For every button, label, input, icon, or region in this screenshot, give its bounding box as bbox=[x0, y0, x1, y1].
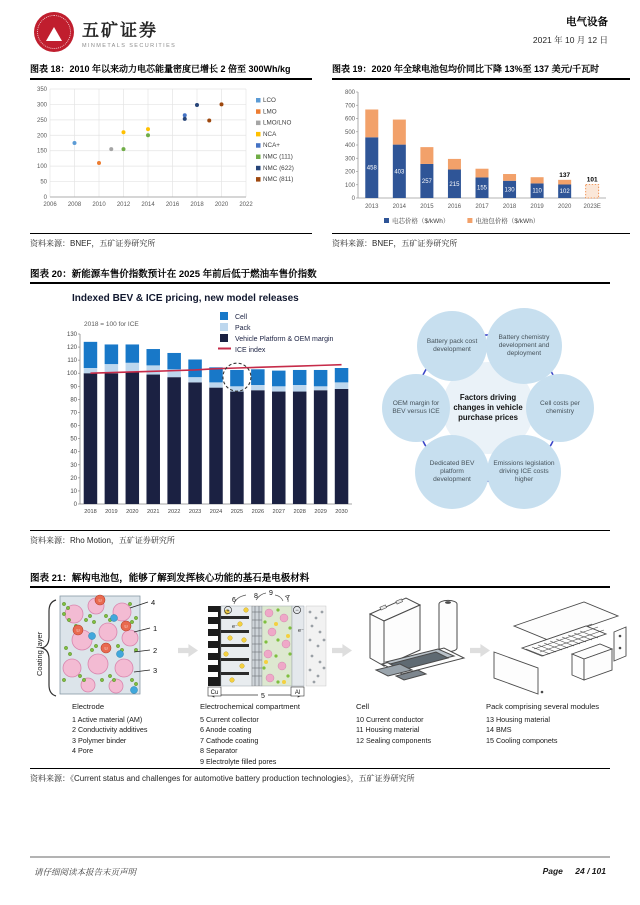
figure19-bottom-rule bbox=[332, 233, 630, 234]
svg-text:2018: 2018 bbox=[502, 204, 517, 210]
svg-text:200: 200 bbox=[344, 169, 355, 176]
svg-text:2018 = 100 for ICE: 2018 = 100 for ICE bbox=[84, 321, 139, 328]
svg-text:2013: 2013 bbox=[365, 204, 379, 210]
svg-text:2019: 2019 bbox=[530, 204, 544, 210]
svg-text:2018: 2018 bbox=[84, 509, 97, 515]
svg-text:300: 300 bbox=[36, 102, 47, 109]
svg-text:250: 250 bbox=[36, 117, 47, 124]
svg-text:150: 150 bbox=[36, 148, 47, 155]
svg-text:20: 20 bbox=[70, 475, 77, 482]
figure18-title: 图表 18：2010 年以来动力电芯能量密度已增长 2 倍至 300Wh/kg bbox=[30, 64, 291, 74]
svg-text:100: 100 bbox=[36, 164, 47, 171]
fig20-chart bbox=[58, 306, 360, 520]
svg-text:40: 40 bbox=[70, 449, 77, 456]
svg-text:2: 2 bbox=[153, 646, 158, 655]
svg-text:110: 110 bbox=[532, 188, 542, 195]
svg-text:NCA: NCA bbox=[263, 130, 277, 138]
report-date: 2021 年 10 月 12 日 bbox=[532, 35, 608, 45]
cell-illustration bbox=[356, 592, 472, 700]
svg-text:350: 350 bbox=[36, 87, 47, 93]
svg-text:50: 50 bbox=[70, 436, 77, 443]
stage-pack-labels bbox=[486, 702, 636, 746]
svg-text:1: 1 bbox=[153, 624, 158, 633]
svg-text:2021: 2021 bbox=[147, 509, 160, 515]
svg-text:101: 101 bbox=[586, 176, 598, 184]
minmetals-logo bbox=[34, 12, 176, 52]
cycle-node-emissions: Emissions legislation driving ICE costs higher bbox=[487, 435, 561, 509]
svg-text:120: 120 bbox=[66, 345, 77, 352]
stage-compartment-labels bbox=[200, 702, 350, 767]
svg-text:电池包价格（$/kWh）: 电池包价格（$/kWh） bbox=[475, 218, 540, 225]
stage-item: 2 Conductivity additives bbox=[72, 725, 148, 735]
stage-item: 13 Housing material bbox=[486, 715, 550, 724]
svg-text:5: 5 bbox=[261, 693, 265, 700]
svg-text:800: 800 bbox=[344, 90, 355, 96]
svg-text:50: 50 bbox=[40, 179, 47, 186]
electrode-illustration bbox=[34, 592, 176, 700]
svg-text:9: 9 bbox=[269, 590, 273, 597]
stage-label: Electrochemical compartment bbox=[200, 702, 301, 711]
svg-text:700: 700 bbox=[344, 103, 355, 110]
svg-text:Al: Al bbox=[294, 690, 301, 696]
svg-text:2023: 2023 bbox=[188, 509, 202, 515]
stage-item-list bbox=[72, 715, 180, 757]
footer-disclaimer: 请仔细阅读本报告末页声明 bbox=[34, 867, 137, 877]
cycle-center-node: Factors driving changes in vehicle purchase prices bbox=[442, 362, 534, 454]
svg-text:80: 80 bbox=[70, 397, 77, 404]
fig20-chart-title: Indexed BEV & ICE pricing, new model releases bbox=[72, 293, 299, 304]
electrochemical-compartment-illustration bbox=[200, 588, 328, 708]
svg-text:Li: Li bbox=[124, 623, 128, 629]
svg-text:NMC (811): NMC (811) bbox=[263, 176, 294, 184]
svg-text:2012: 2012 bbox=[116, 202, 131, 208]
figure21-source: 资料来源：《Current status and challenges for automotive battery production technologies》，五矿证券研究所 bbox=[30, 774, 415, 783]
stage-item: 8 Separator bbox=[200, 746, 238, 756]
svg-text:Li: Li bbox=[98, 597, 102, 603]
svg-text:100: 100 bbox=[344, 182, 355, 189]
footer-rule bbox=[30, 856, 610, 858]
figure19-title: 图表 19：2020 年全球电池包均价同比下降 13%至 137 美元/千瓦时 bbox=[332, 64, 600, 74]
figure18-bottom-rule bbox=[30, 233, 312, 234]
svg-text:2027: 2027 bbox=[272, 509, 285, 515]
svg-text:2006: 2006 bbox=[43, 202, 57, 208]
svg-text:2015: 2015 bbox=[420, 204, 434, 210]
stage-item: 11 Housing material bbox=[356, 725, 420, 735]
fig19-chart bbox=[332, 84, 630, 230]
svg-text:ICE index: ICE index bbox=[235, 347, 266, 354]
svg-text:Li: Li bbox=[104, 645, 108, 651]
svg-text:2008: 2008 bbox=[67, 202, 82, 208]
svg-text:102: 102 bbox=[559, 189, 570, 196]
svg-text:137: 137 bbox=[559, 171, 571, 179]
svg-text:2014: 2014 bbox=[141, 202, 155, 208]
figure18-title-rule bbox=[30, 78, 312, 80]
svg-text:2010: 2010 bbox=[92, 202, 106, 208]
stage-item: 5 Current collector bbox=[200, 715, 259, 724]
stage-item: 7 Cathode coating bbox=[200, 735, 259, 745]
stage-arrow-1-icon bbox=[178, 644, 198, 657]
svg-text:130: 130 bbox=[66, 332, 77, 338]
svg-text:+: + bbox=[226, 608, 230, 615]
factors-cycle-diagram bbox=[352, 296, 624, 520]
svg-text:−: − bbox=[295, 608, 299, 614]
stage-item: 9 Electrolyte filled pores bbox=[200, 756, 277, 766]
svg-text:8: 8 bbox=[254, 593, 258, 600]
stage-item: 6 Anode coating bbox=[200, 725, 252, 735]
svg-text:10: 10 bbox=[70, 488, 77, 495]
svg-text:Cu: Cu bbox=[210, 690, 219, 696]
stage-label: Electrode bbox=[72, 702, 105, 711]
stage-label: Pack comprising several modules bbox=[486, 702, 600, 711]
cycle-node-oem-margin: OEM margin for BEV versus ICE bbox=[382, 374, 450, 442]
cycle-node-battery-chemistry: Battery chemistry development and deployment bbox=[486, 308, 562, 384]
svg-text:403: 403 bbox=[394, 169, 405, 176]
fig18-chart bbox=[30, 84, 312, 230]
stage-item: 15 Cooling componets bbox=[486, 735, 558, 745]
svg-text:Vehicle Platform & OEM margin: Vehicle Platform & OEM margin bbox=[235, 336, 334, 343]
figure20-bottom-rule bbox=[30, 530, 610, 531]
svg-text:2017: 2017 bbox=[475, 204, 489, 210]
svg-text:Coating layer: Coating layer bbox=[35, 631, 44, 676]
svg-text:2022: 2022 bbox=[239, 202, 253, 208]
svg-text:2018: 2018 bbox=[190, 202, 204, 208]
svg-text:90: 90 bbox=[70, 384, 77, 391]
svg-text:2020: 2020 bbox=[214, 202, 229, 208]
svg-text:Cell: Cell bbox=[235, 314, 248, 321]
cycle-node-battery-pack-cost: Battery pack cost development bbox=[417, 311, 487, 381]
cycle-node-cell-costs: Cell costs per chemistry bbox=[526, 374, 594, 442]
svg-text:NMC (111): NMC (111) bbox=[263, 153, 293, 161]
svg-text:500: 500 bbox=[344, 129, 355, 136]
stage-item: 14 BMS bbox=[486, 725, 512, 735]
svg-text:110: 110 bbox=[67, 358, 77, 365]
stage-item-list bbox=[486, 715, 636, 746]
report-sector: 电气设备 bbox=[566, 16, 608, 28]
svg-text:NMC (622): NMC (622) bbox=[263, 164, 294, 172]
svg-text:2019: 2019 bbox=[105, 509, 118, 515]
svg-text:Li: Li bbox=[76, 627, 80, 633]
svg-text:2020: 2020 bbox=[557, 204, 572, 210]
figure20-source: 资料来源：Rho Motion，五矿证券研究所 bbox=[30, 536, 175, 545]
stage-arrow-2-icon bbox=[332, 644, 352, 657]
stage-item: 1 Active material (AM) bbox=[72, 715, 143, 724]
svg-text:30: 30 bbox=[70, 462, 77, 469]
svg-text:2014: 2014 bbox=[392, 204, 407, 210]
svg-text:70: 70 bbox=[70, 410, 77, 417]
figure18-source: 资料来源：BNEF，五矿证券研究所 bbox=[30, 239, 156, 248]
figure20-title: 图表 20：新能源车售价指数预计在 2025 年前后低于燃油车售价指数 bbox=[30, 269, 317, 280]
stage-label: Cell bbox=[356, 702, 370, 711]
svg-text:2028: 2028 bbox=[293, 509, 306, 515]
svg-text:NCA+: NCA+ bbox=[263, 142, 280, 150]
svg-text:100: 100 bbox=[66, 371, 77, 378]
stage-item: 10 Current conductor bbox=[356, 715, 424, 724]
svg-text:400: 400 bbox=[344, 143, 355, 149]
figure21-bottom-rule bbox=[30, 768, 610, 769]
figure19-source: 资料来源：BNEF，五矿证券研究所 bbox=[332, 239, 458, 248]
logo-emblem-icon bbox=[34, 12, 74, 52]
cycle-node-bev-platform: Dedicated BEV platform development bbox=[415, 435, 489, 509]
svg-text:e⁻: e⁻ bbox=[232, 624, 238, 630]
svg-text:0: 0 bbox=[351, 196, 355, 202]
svg-text:458: 458 bbox=[366, 165, 377, 172]
svg-text:2025: 2025 bbox=[230, 509, 244, 515]
svg-text:600: 600 bbox=[344, 116, 355, 123]
svg-text:LMO/LNO: LMO/LNO bbox=[263, 119, 292, 127]
stage-item: 4 Pore bbox=[72, 746, 94, 756]
figure20-title-rule bbox=[30, 282, 610, 284]
svg-text:2023E: 2023E bbox=[583, 204, 601, 210]
svg-text:6: 6 bbox=[232, 597, 236, 604]
stage-item-list bbox=[356, 715, 476, 746]
svg-text:155: 155 bbox=[476, 185, 488, 192]
svg-text:2024: 2024 bbox=[209, 509, 223, 515]
footer-page-label: Page bbox=[542, 866, 563, 876]
svg-text:2022: 2022 bbox=[167, 509, 181, 515]
svg-text:200: 200 bbox=[36, 133, 47, 140]
svg-text:60: 60 bbox=[70, 423, 77, 430]
svg-text:2026: 2026 bbox=[251, 509, 265, 515]
svg-text:215: 215 bbox=[449, 181, 460, 188]
svg-text:7: 7 bbox=[286, 595, 290, 602]
svg-text:电芯价格（$/kWh）: 电芯价格（$/kWh） bbox=[392, 218, 450, 225]
brand-name-en: MINMETALS SECURITIES bbox=[82, 42, 177, 49]
svg-text:130: 130 bbox=[504, 187, 515, 194]
svg-text:LMO: LMO bbox=[263, 108, 277, 116]
pack-illustration bbox=[486, 592, 632, 700]
svg-text:2030: 2030 bbox=[335, 509, 348, 515]
stage-item: 3 Polymer binder bbox=[72, 735, 127, 745]
svg-text:300: 300 bbox=[344, 156, 355, 163]
figure19-title-rule bbox=[332, 78, 630, 80]
stage-cell-labels bbox=[356, 702, 476, 746]
svg-text:e⁻: e⁻ bbox=[298, 628, 304, 634]
svg-text:0: 0 bbox=[73, 502, 77, 508]
svg-text:0: 0 bbox=[43, 195, 47, 201]
footer-page-number: 24 / 101 bbox=[575, 866, 606, 876]
stage-item: 12 Sealing components bbox=[356, 735, 432, 745]
stage-item-list bbox=[200, 715, 350, 767]
brand-name: 五矿证券 bbox=[82, 20, 158, 40]
stage-electrode-labels bbox=[72, 702, 180, 757]
svg-text:Pack: Pack bbox=[235, 325, 251, 332]
svg-text:2020: 2020 bbox=[126, 509, 139, 515]
figure21-title: 图表 21：解构电池包，能够了解到发挥核心功能的基石是电极材料 bbox=[30, 573, 310, 584]
svg-text:2016: 2016 bbox=[447, 204, 462, 210]
svg-text:2029: 2029 bbox=[314, 509, 327, 515]
footer-page bbox=[533, 866, 606, 876]
svg-text:257: 257 bbox=[421, 178, 432, 185]
svg-text:3: 3 bbox=[153, 666, 158, 675]
svg-text:4: 4 bbox=[151, 598, 156, 607]
svg-text:2016: 2016 bbox=[165, 202, 180, 208]
svg-text:LCO: LCO bbox=[263, 97, 276, 104]
